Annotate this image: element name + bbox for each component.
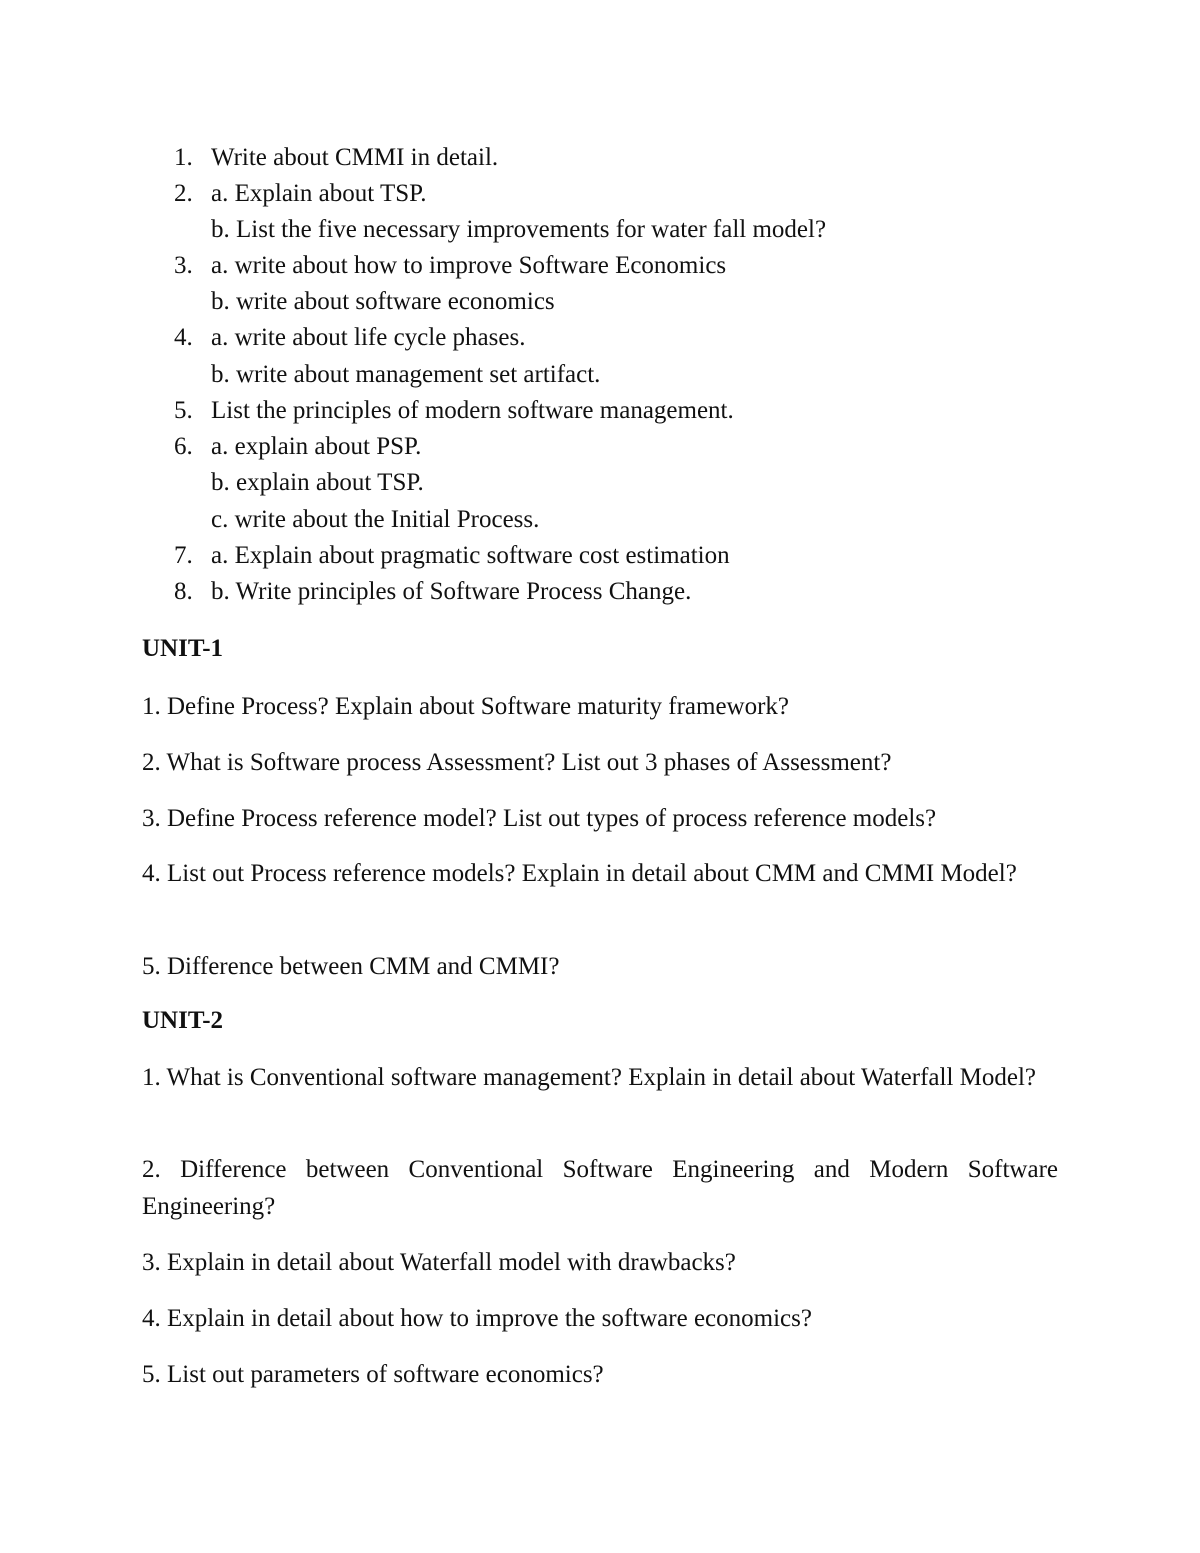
list-number: 4. [174,324,193,351]
list-number: 8. [174,578,193,605]
unit-2-question: 2. Difference between Conventional Software Engineering and Modern Software Engineering? [142,1156,1058,1220]
unit-1-question: 1. Define Process? Explain about Software maturity framework? [142,693,790,720]
list-text: b. explain about TSP. [211,469,424,496]
list-number: 7. [174,542,193,569]
list-text: List the principles of modern software management. [211,397,734,424]
unit-2-heading: UNIT-2 [142,1007,224,1034]
unit-1-heading: UNIT-1 [142,635,224,662]
list-text: a. write about how to improve Software Economics [211,252,727,279]
list-number: 6. [174,433,193,460]
list-text: Write about CMMI in detail. [211,144,499,171]
list-text: c. write about the Initial Process. [211,506,540,533]
list-text: a. Explain about TSP. [211,180,427,207]
unit-1-question: 3. Define Process reference model? List out types of process reference models? [142,805,937,832]
list-number: 5. [174,397,193,424]
list-text: a. write about life cycle phases. [211,324,526,351]
unit-2-question: 3. Explain in detail about Waterfall model with drawbacks? [142,1249,736,1276]
list-text: b. write about management set artifact. [211,361,601,388]
list-text: b. List the five necessary improvements for water fall model? [211,216,827,243]
list-number: 3. [174,252,193,279]
unit-2-question: 1. What is Conventional software management? Explain in detail about Waterfall Model? [142,1064,1037,1091]
unit-2-question: 4. Explain in detail about how to improve the software economics? [142,1305,812,1332]
unit-1-question: 4. List out Process reference models? Explain in detail about CMM and CMMI Model? [142,860,1017,887]
list-number: 1. [174,144,193,171]
list-text: a. Explain about pragmatic software cost estimation [211,542,730,569]
unit-1-question: 2. What is Software process Assessment? List out 3 phases of Assessment? [142,749,892,776]
unit-1-question: 5. Difference between CMM and CMMI? [142,953,560,980]
list-text: b. Write principles of Software Process Change. [211,578,692,605]
unit-2-question: 5. List out parameters of software economics? [142,1361,604,1388]
list-text: b. write about software economics [211,288,555,315]
list-text: a. explain about PSP. [211,433,422,460]
list-number: 2. [174,180,193,207]
